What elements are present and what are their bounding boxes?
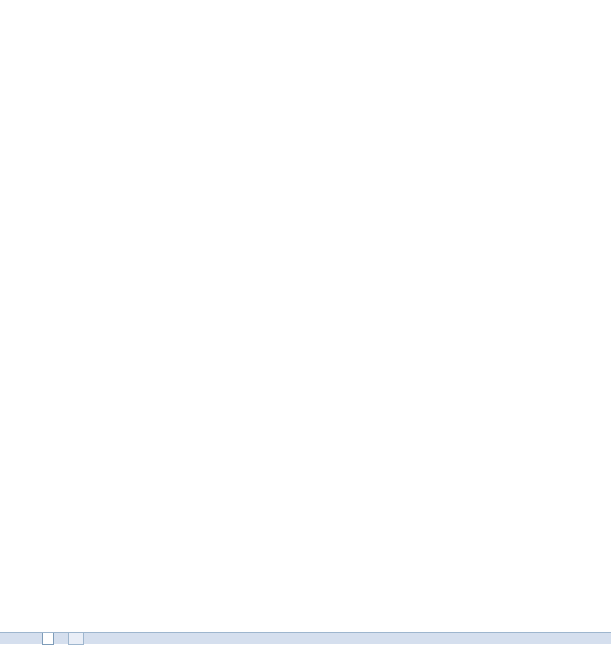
prev-sheet-icon[interactable] <box>11 634 20 643</box>
sheet-tab-g17[interactable] <box>42 633 54 645</box>
first-sheet-icon[interactable] <box>2 634 11 643</box>
insert-sheet-icon[interactable] <box>68 633 84 645</box>
sheet-tab-bar <box>0 632 611 644</box>
last-sheet-icon[interactable] <box>29 634 38 643</box>
next-sheet-icon[interactable] <box>20 634 29 643</box>
